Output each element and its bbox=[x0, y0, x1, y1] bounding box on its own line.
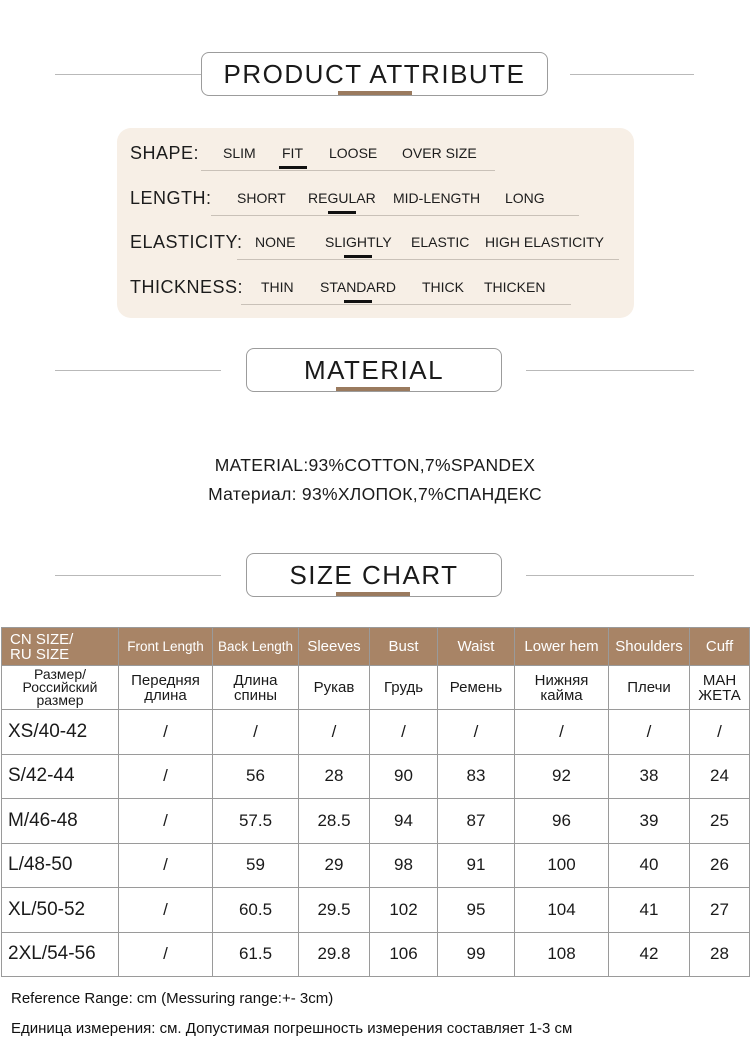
header-divider-right bbox=[570, 74, 694, 75]
value-cell: 25 bbox=[690, 799, 750, 844]
value-cell: 99 bbox=[438, 932, 515, 977]
header-divider-right bbox=[526, 575, 694, 576]
selected-marker bbox=[344, 255, 372, 258]
value-cell: 108 bbox=[515, 932, 609, 977]
value-cell: 92 bbox=[515, 754, 609, 799]
row-baseline bbox=[211, 215, 579, 216]
value-cell: 40 bbox=[609, 843, 690, 888]
size-chart-table bbox=[1, 627, 750, 977]
value-cell: 28.5 bbox=[299, 799, 370, 844]
material-russian: Материал: 93%ХЛОПОК,7%СПАНДЕКС bbox=[208, 484, 542, 504]
shape-option-fit: FIT bbox=[282, 145, 303, 161]
value-cell: 100 bbox=[515, 843, 609, 888]
title-underline bbox=[336, 387, 410, 391]
table-header-russian bbox=[2, 666, 750, 710]
value-cell: / bbox=[370, 710, 438, 755]
value-cell: 29.5 bbox=[299, 888, 370, 933]
header-divider-left bbox=[55, 74, 204, 75]
size-chart-header bbox=[0, 553, 750, 599]
value-cell: / bbox=[515, 710, 609, 755]
value-cell: / bbox=[119, 710, 213, 755]
value-cell: / bbox=[119, 843, 213, 888]
row-baseline bbox=[241, 304, 571, 305]
value-cell: 96 bbox=[515, 799, 609, 844]
size-cell: XS/40-42 bbox=[2, 710, 119, 755]
value-cell: 29 bbox=[299, 843, 370, 888]
header-divider-right bbox=[526, 370, 694, 371]
attribute-panel bbox=[117, 128, 634, 318]
value-cell: 56 bbox=[213, 754, 299, 799]
value-cell: / bbox=[213, 710, 299, 755]
header-cell: Размер/ Российский размер bbox=[2, 666, 119, 710]
size-cell: L/48-50 bbox=[2, 843, 119, 888]
value-cell: 41 bbox=[609, 888, 690, 933]
table-row bbox=[2, 932, 750, 977]
value-cell: 60.5 bbox=[213, 888, 299, 933]
value-cell: 106 bbox=[370, 932, 438, 977]
elasticity-option-elastic: ELASTIC bbox=[411, 234, 470, 250]
header-cell: CN SIZE/ RU SIZE bbox=[2, 628, 119, 666]
elasticity-option-none: NONE bbox=[255, 234, 296, 250]
header-cell: Sleeves bbox=[299, 628, 370, 666]
header-cell: Ремень bbox=[438, 666, 515, 710]
table-row bbox=[2, 888, 750, 933]
header-cell: Lower hem bbox=[515, 628, 609, 666]
value-cell: 87 bbox=[438, 799, 515, 844]
value-cell: 102 bbox=[370, 888, 438, 933]
value-cell: 39 bbox=[609, 799, 690, 844]
length-option-mid-length: MID-LENGTH bbox=[393, 190, 481, 206]
value-cell: 83 bbox=[438, 754, 515, 799]
table-row bbox=[2, 799, 750, 844]
shape-option-slim: SLIM bbox=[223, 145, 256, 161]
value-cell: 59 bbox=[213, 843, 299, 888]
thickness-option-thick: THICK bbox=[422, 279, 464, 295]
header-cell: Плечи bbox=[609, 666, 690, 710]
value-cell: 42 bbox=[609, 932, 690, 977]
row-baseline bbox=[237, 259, 619, 260]
thickness-label: THICKNESS: bbox=[130, 277, 244, 297]
size-cell: S/42-44 bbox=[2, 754, 119, 799]
header-cell: Cuff bbox=[690, 628, 750, 666]
size-cell: XL/50-52 bbox=[2, 888, 119, 933]
value-cell: / bbox=[609, 710, 690, 755]
header-cell: Front Length bbox=[119, 628, 213, 666]
length-option-regular: REGULAR bbox=[308, 190, 376, 206]
value-cell: / bbox=[119, 754, 213, 799]
table-row bbox=[2, 710, 750, 755]
thickness-option-standard: STANDARD bbox=[320, 279, 396, 295]
selected-marker bbox=[328, 211, 356, 214]
material-header bbox=[0, 348, 750, 394]
header-divider-left bbox=[55, 575, 221, 576]
size-cell: 2XL/54-56 bbox=[2, 932, 119, 977]
header-cell: Грудь bbox=[370, 666, 438, 710]
value-cell: / bbox=[299, 710, 370, 755]
elasticity-label: ELASTICITY: bbox=[130, 232, 243, 252]
attribute-row-shape bbox=[117, 141, 634, 171]
value-cell: 94 bbox=[370, 799, 438, 844]
header-cell: Shoulders bbox=[609, 628, 690, 666]
header-divider-left bbox=[55, 370, 221, 371]
material-title: MATERIAL bbox=[246, 348, 502, 392]
title-underline bbox=[338, 91, 412, 95]
header-cell: Передняя длина bbox=[119, 666, 213, 710]
length-label: LENGTH: bbox=[130, 188, 212, 208]
header-cell: Bust bbox=[370, 628, 438, 666]
shape-option-loose: LOOSE bbox=[329, 145, 378, 161]
value-cell: 38 bbox=[609, 754, 690, 799]
header-cell: Waist bbox=[438, 628, 515, 666]
value-cell: 61.5 bbox=[213, 932, 299, 977]
header-cell: Длина спины bbox=[213, 666, 299, 710]
value-cell: / bbox=[690, 710, 750, 755]
value-cell: 26 bbox=[690, 843, 750, 888]
row-baseline bbox=[201, 170, 495, 171]
value-cell: 90 bbox=[370, 754, 438, 799]
value-cell: 57.5 bbox=[213, 799, 299, 844]
product-attribute-title: PRODUCT ATTRIBUTE bbox=[201, 52, 548, 96]
attribute-row-length bbox=[117, 186, 634, 216]
value-cell: / bbox=[438, 710, 515, 755]
length-option-short: SHORT bbox=[237, 190, 286, 206]
material-english: MATERIAL:93%COTTON,7%SPANDEX bbox=[214, 455, 536, 475]
size-cell: M/46-48 bbox=[2, 799, 119, 844]
shape-option-oversize: OVER SIZE bbox=[402, 145, 477, 161]
thickness-option-thicken: THICKEN bbox=[484, 279, 546, 295]
table-header-english bbox=[2, 628, 750, 666]
title-underline bbox=[336, 592, 410, 596]
value-cell: 29.8 bbox=[299, 932, 370, 977]
shape-label: SHAPE: bbox=[130, 143, 200, 163]
elasticity-option-slightly: SLIGHTLY bbox=[325, 234, 392, 250]
header-cell: Нижняя кайма bbox=[515, 666, 609, 710]
value-cell: 95 bbox=[438, 888, 515, 933]
value-cell: / bbox=[119, 932, 213, 977]
value-cell: 98 bbox=[370, 843, 438, 888]
length-option-long: LONG bbox=[505, 190, 545, 206]
attribute-row-thickness bbox=[117, 275, 634, 305]
footnote-english: Reference Range: cm (Messuring range:+- 3cm) bbox=[11, 990, 334, 1007]
footnote-russian: Единица измерения: см. Допустимая погрешность измерения составляет 1-3 см bbox=[11, 1020, 573, 1037]
header-cell: МАН ЖЕТА bbox=[690, 666, 750, 710]
header-cell: Back Length bbox=[213, 628, 299, 666]
size-chart-title: SIZE CHART bbox=[246, 553, 502, 597]
value-cell: / bbox=[119, 799, 213, 844]
header-cell: Рукав bbox=[299, 666, 370, 710]
value-cell: 91 bbox=[438, 843, 515, 888]
table-row bbox=[2, 754, 750, 799]
value-cell: / bbox=[119, 888, 213, 933]
value-cell: 24 bbox=[690, 754, 750, 799]
value-cell: 27 bbox=[690, 888, 750, 933]
selected-marker bbox=[344, 300, 372, 303]
product-attribute-header bbox=[0, 52, 750, 98]
selected-marker bbox=[279, 166, 307, 169]
value-cell: 104 bbox=[515, 888, 609, 933]
attribute-row-elasticity bbox=[117, 230, 634, 260]
elasticity-option-high-elasticity: HIGH ELASTICITY bbox=[485, 234, 605, 250]
value-cell: 28 bbox=[690, 932, 750, 977]
value-cell: 28 bbox=[299, 754, 370, 799]
table-row bbox=[2, 843, 750, 888]
thickness-option-thin: THIN bbox=[261, 279, 294, 295]
